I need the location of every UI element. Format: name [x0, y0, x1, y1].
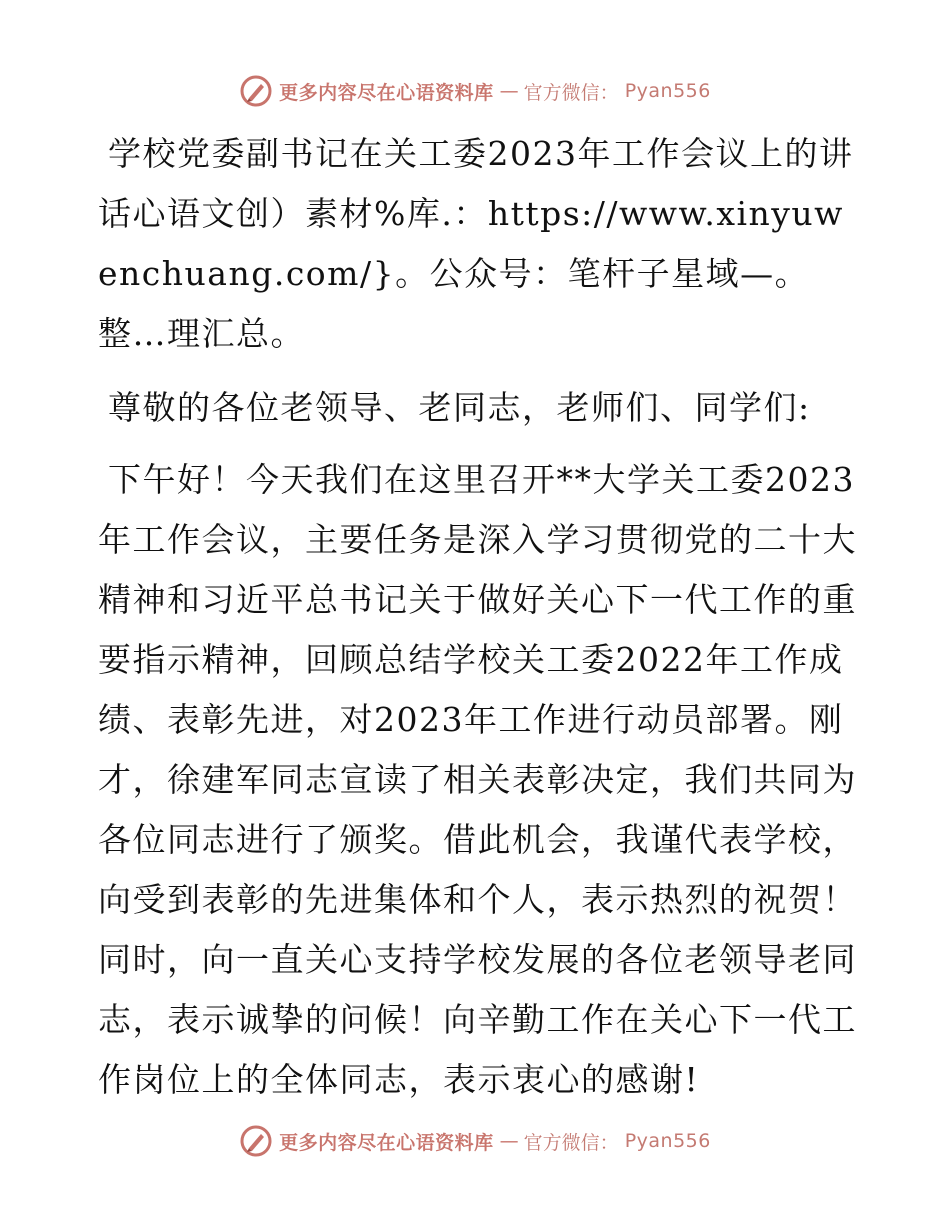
document-body [98, 124, 858, 1110]
watermark-wechat-id: Pyan556 [624, 80, 711, 102]
watermark-wechat-id: Pyan556 [624, 1130, 711, 1152]
document-title: 学校党委副书记在关工委2023年工作会议上的讲话心语文创）素材%库.：https://www.xinyuwenchuang.com/}。公众号：笔杆子星域—。整…理汇总。 [98, 134, 854, 353]
header-watermark [0, 74, 950, 108]
salutation: 尊敬的各位老领导、老同志，老师们、同学们: [108, 388, 811, 427]
watermark-separator: — [499, 1130, 518, 1152]
body-paragraph: 下午好！今天我们在这里召开**大学关工委2023年工作会议，主要任务是深入学习贯彻党的二十大精神和习近平总书记关于做好关心下一代工作的重要指示精神，回顾总结学校关工委2022年工作成绩、表彰先进，对2023年工作进行动员部署。刚才，徐建军同志宣读了相关表彰决定，我们共同为各位同志进行了颁奖。借此机会，我谨代表学校，向受到表彰的先进集体和个人，表示热烈的祝贺！同时，向一直关心支持学校发展的各位老领导老同志，表示诚挚的问候！向辛勤工作在关心下一代工作岗位上的全体同志，表示衷心的感谢! [98, 460, 857, 1099]
watermark-main-text: 更多内容尽在心语资料库 [279, 81, 494, 104]
pen-logo-icon [239, 1124, 273, 1158]
watermark-main-text: 更多内容尽在心语资料库 [279, 1131, 494, 1154]
pen-logo-icon [239, 74, 273, 108]
watermark-official-label: 官方微信： [523, 1131, 619, 1154]
watermark-official-label: 官方微信： [523, 81, 619, 104]
watermark-separator: — [499, 80, 518, 102]
footer-watermark [0, 1124, 950, 1158]
